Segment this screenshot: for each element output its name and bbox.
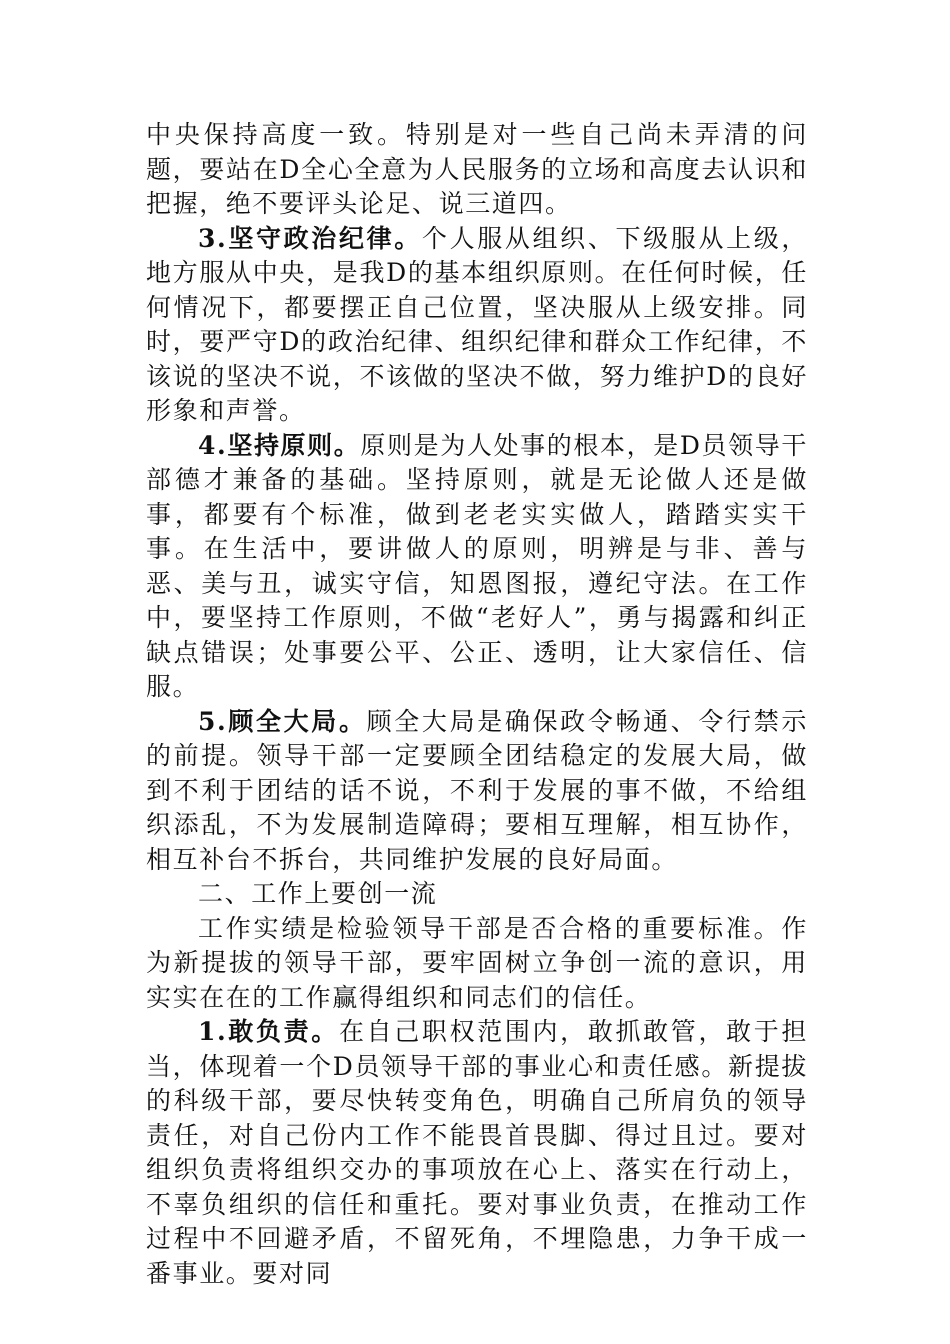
- paragraph-text: 个人服从组织、下级服从上级，地方服从中央，是我D的基本组织原则。在任何时候，任何情况下，都要摆正自己位置，坚决服从上级安排。同时，要严守D的政治纪律、组织纪律和群众工作纪律，不该说的坚决不说，不该做的坚决不做，努力维护D的良好形象和声誉。: [146, 223, 809, 425]
- section-heading: 二、工作上要创一流: [198, 879, 438, 908]
- paragraph-text: 工作实绩是检验领导干部是否合格的重要标准。作为新提拔的领导干部，要牢固树立争创一流的意识，用实实在在的工作赢得组织和同志们的信任。: [146, 913, 808, 1012]
- paragraph-text: 中央保持高度一致。特别是对一些自己尚未弄清的问题，要站在D全心全意为人民服务的立场和高度去认识和把握，绝不要评头论足、说三道四。: [146, 120, 808, 218]
- paragraph-political-discipline: [146, 222, 808, 429]
- paragraph-text: 在自己职权范围内，敢抓敢管，敢于担当，体现着一个D员领导干部的事业心和责任感。新提拔的科级干部，要尽快转变角色，明确自己所肩负的领导责任，对自己份内工作不能畏首畏脚、得过且过。要对组织负责将组织交办的事项放在心上、落实在行动上，不辜负组织的信任和重托。要对事业负责，在推动工作过程中不回避矛盾，不留死角，不埋隐患，力争干成一番事业。要对同: [146, 1017, 809, 1288]
- paragraph-text: 顾全大局是确保政令畅通、令行禁示的前提。领导干部一定要顾全团结稳定的发展大局，做到不利于团结的话不说，不利于发展的事不做，不给组织添乱，不为发展制造障碍；要相互理解，相互协作，相互补台不拆台，共同维护发展的良好局面。: [146, 706, 808, 874]
- paragraph-overall-situation: [146, 705, 808, 878]
- paragraph-lead: 3.坚守政治纪律。: [198, 223, 422, 253]
- document-page: [146, 118, 808, 1291]
- paragraph-lead: 4.坚持原则。: [198, 430, 361, 460]
- paragraph-principles: [146, 429, 808, 705]
- paragraph-continuation: [146, 118, 808, 222]
- paragraph-responsibility: [146, 1015, 808, 1291]
- paragraph-work-intro: [146, 912, 808, 1016]
- paragraph-text: 原则是为人处事的根本，是D员领导干部德才兼备的基础。坚持原则，就是无论做人还是做事，都要有个标准，做到老老实实做人，踏踏实实干事。在生活中，要讲做人的原则，明辨是与非、善与恶、美与丑，诚实守信，知恩图报，遵纪守法。在工作中，要坚持工作原则，不做“老好人”，勇与揭露和纠正缺点错误；处事要公平、公正、透明，让大家信任、信服。: [146, 430, 808, 701]
- paragraph-lead: 1.敢负责。: [198, 1017, 339, 1046]
- paragraph-lead: 5.顾全大局。: [198, 706, 367, 736]
